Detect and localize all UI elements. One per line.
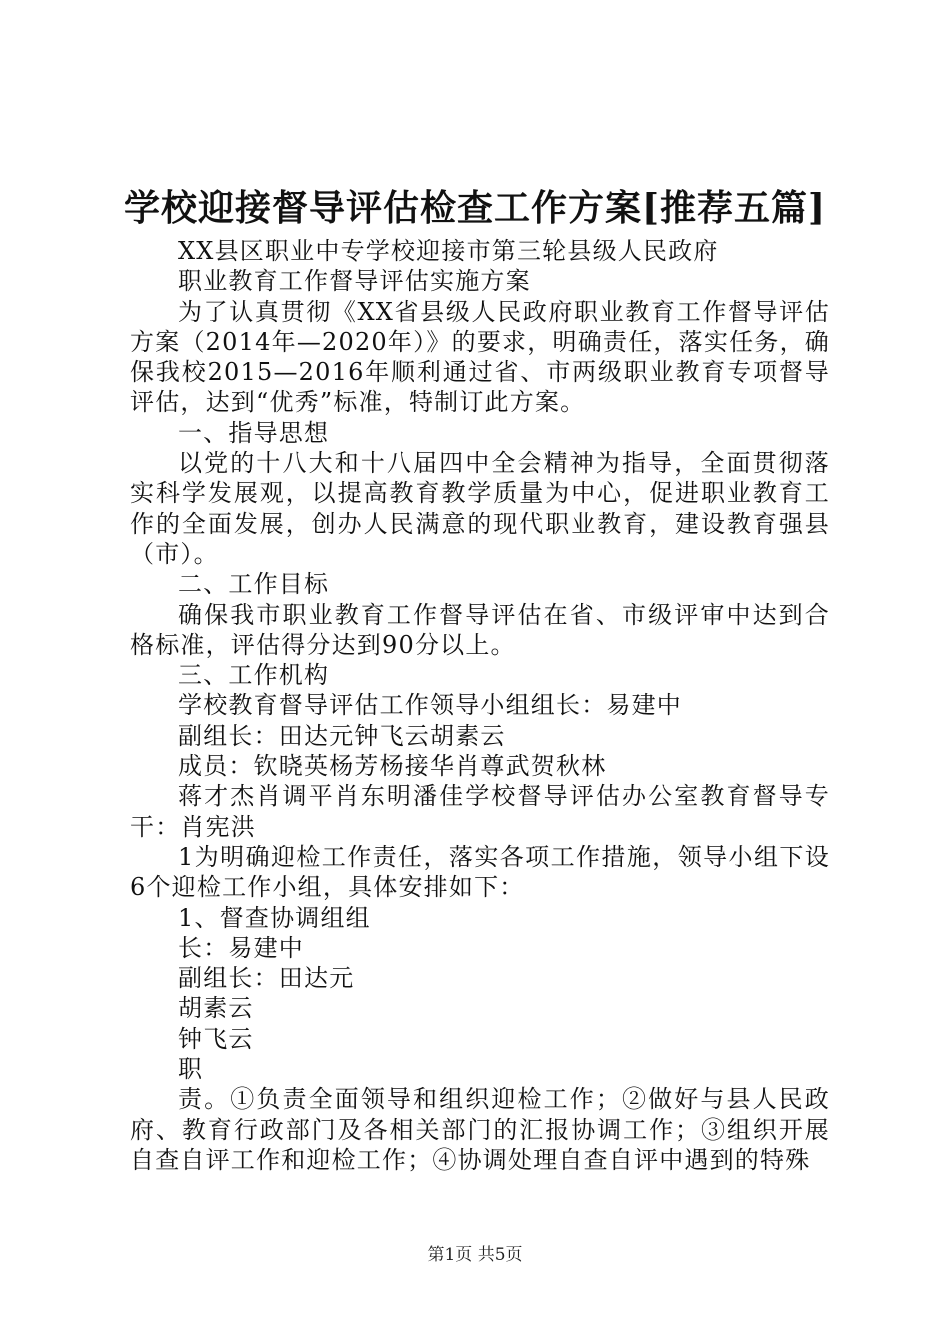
paragraph: 副组长：田达元钟飞云胡素云 [178, 721, 506, 750]
paragraph: 责。①负责全面领导和组织迎检工作；②做好与县人民政府、教育行政部门及各相关部门的汇报协调工作；③组织开展自查自评工作和迎检工作；④协调处理自查自评中遇到的特殊 [130, 1085, 830, 1174]
paragraph: 蒋才杰肖调平肖东明潘佳学校督导评估办公室教育督导专干：肖宪洪 [130, 782, 830, 841]
paragraph: 胡素云 [178, 994, 254, 1023]
document-body [130, 236, 830, 1175]
paragraph: 副组长：田达元 [178, 964, 355, 993]
page-footer: 第1页 共5页 [427, 1245, 523, 1265]
paragraph: 职 [178, 1055, 204, 1084]
section-heading: 二、工作目标 [178, 570, 330, 599]
paragraph: 职业教育工作督导评估实施方案 [178, 267, 531, 296]
paragraph: XX县区职业中专学校迎接市第三轮县级人民政府 [178, 237, 719, 265]
paragraph: 为了认真贯彻《XX省县级人民政府职业教育工作督导评估方案（2014年—2020年）》的要求，明确责任，落实任务，确保我校2015—2016年顺利通过省、市两级职业教育专项督导评估，达到“优秀”标准，特制订此方案。 [130, 297, 830, 417]
document-title: 学校迎接督导评估检查工作方案[推荐五篇] [123, 187, 827, 229]
section-heading: 一、指导思想 [178, 418, 330, 447]
paragraph: 以党的十八大和十八届四中全会精神为指导，全面贯彻落实科学发展观，以提高教育教学质量为中心，促进职业教育工作的全面发展，创办人民满意的现代职业教育，建设教育强县（市）。 [130, 449, 830, 568]
paragraph: 长：易建中 [178, 933, 304, 962]
paragraph: 成员：钦晓英杨芳杨接华肖尊武贺秋林 [178, 752, 607, 781]
paragraph: 钟飞云 [178, 1024, 254, 1053]
paragraph: 学校教育督导评估工作领导小组组长：易建中 [178, 691, 682, 720]
paragraph: 1为明确迎检工作责任，落实各项工作措施，领导小组下设6个迎检工作小组，具体安排如下： [130, 842, 830, 902]
paragraph: 确保我市职业教育工作督导评估在省、市级评审中达到合格标准，评估得分达到90分以上。 [130, 600, 830, 659]
paragraph: 1、督查协调组组 [178, 903, 371, 932]
section-heading: 三、工作机构 [178, 661, 330, 690]
